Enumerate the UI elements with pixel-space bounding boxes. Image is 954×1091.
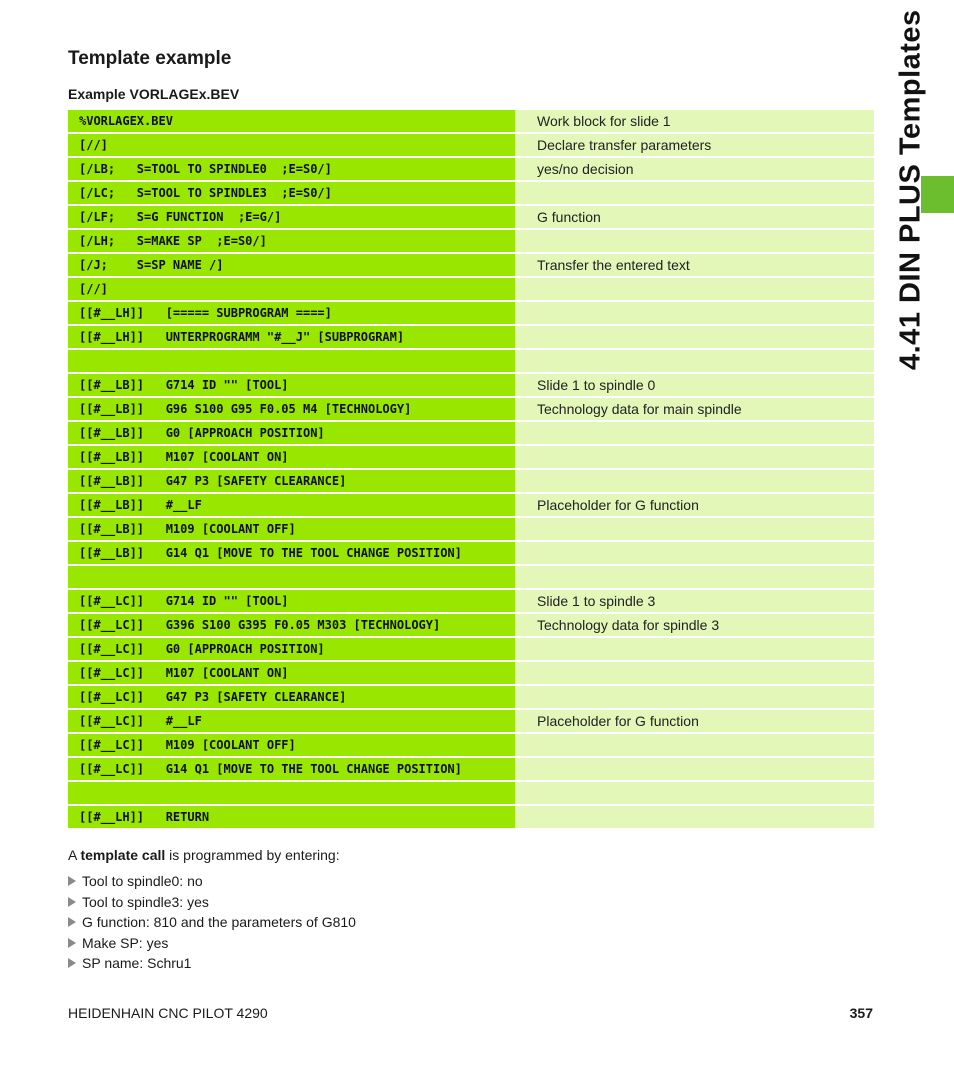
code-cell: [[#__LC]] #__LF bbox=[68, 710, 515, 734]
description-cell: Transfer the entered text bbox=[515, 254, 874, 278]
description-cell bbox=[515, 422, 874, 446]
code-cell: [/LF; S=G FUNCTION ;E=G/] bbox=[68, 206, 515, 230]
description-cell: Placeholder for G function bbox=[515, 494, 874, 518]
table-row bbox=[68, 494, 874, 518]
code-cell: [[#__LC]] G47 P3 [SAFETY CLEARANCE] bbox=[68, 686, 515, 710]
table-row bbox=[68, 254, 874, 278]
code-cell: [[#__LB]] G14 Q1 [MOVE TO THE TOOL CHANGE POSITION] bbox=[68, 542, 515, 566]
list-item bbox=[68, 935, 356, 956]
description-cell bbox=[515, 734, 874, 758]
description-cell bbox=[515, 350, 874, 374]
code-cell: [[#__LH]] [===== SUBPROGRAM ====] bbox=[68, 302, 515, 326]
description-cell: Slide 1 to spindle 3 bbox=[515, 590, 874, 614]
list-item-text: Make SP: yes bbox=[82, 934, 169, 951]
description-cell bbox=[515, 638, 874, 662]
code-cell: [[#__LC]] G0 [APPROACH POSITION] bbox=[68, 638, 515, 662]
list-item bbox=[68, 894, 356, 915]
table-row bbox=[68, 566, 874, 590]
table-row bbox=[68, 734, 874, 758]
description-cell: Technology data for spindle 3 bbox=[515, 614, 874, 638]
list-item-text: SP name: Schru1 bbox=[82, 955, 192, 972]
table-row bbox=[68, 374, 874, 398]
table-row bbox=[68, 206, 874, 230]
description-cell: Placeholder for G function bbox=[515, 710, 874, 734]
code-table bbox=[68, 110, 874, 830]
table-row bbox=[68, 398, 874, 422]
code-cell: [//] bbox=[68, 134, 515, 158]
example-title: Example VORLAGEx.BEV bbox=[68, 86, 240, 102]
description-cell: Technology data for main spindle bbox=[515, 398, 874, 422]
code-cell: [[#__LB]] G96 S100 G95 F0.05 M4 [TECHNOLOGY] bbox=[68, 398, 515, 422]
code-cell: [[#__LB]] G0 [APPROACH POSITION] bbox=[68, 422, 515, 446]
code-cell: [[#__LC]] G396 S100 G395 F0.05 M303 [TECHNOLOGY] bbox=[68, 614, 515, 638]
triangle-bullet-icon bbox=[68, 897, 76, 907]
intro-suffix: is programmed by entering: bbox=[165, 847, 340, 863]
description-cell bbox=[515, 782, 874, 806]
code-cell bbox=[68, 350, 515, 374]
list-item-text: Tool to spindle0: no bbox=[82, 873, 203, 889]
description-cell: Slide 1 to spindle 0 bbox=[515, 374, 874, 398]
intro-text bbox=[68, 847, 340, 863]
description-cell bbox=[515, 446, 874, 470]
description-cell: Work block for slide 1 bbox=[515, 110, 874, 134]
table-row bbox=[68, 782, 874, 806]
table-row bbox=[68, 662, 874, 686]
code-cell: [[#__LB]] M107 [COOLANT ON] bbox=[68, 446, 515, 470]
page-number: 357 bbox=[849, 1005, 873, 1021]
code-cell: [[#__LC]] M107 [COOLANT ON] bbox=[68, 662, 515, 686]
table-row bbox=[68, 806, 874, 830]
description-cell bbox=[515, 566, 874, 590]
description-cell: yes/no decision bbox=[515, 158, 874, 182]
table-row bbox=[68, 182, 874, 206]
table-row bbox=[68, 326, 874, 350]
list-item bbox=[68, 955, 356, 976]
code-cell: [[#__LC]] G714 ID "" [TOOL] bbox=[68, 590, 515, 614]
section-title: Template example bbox=[68, 48, 232, 69]
table-row bbox=[68, 542, 874, 566]
footer-product: HEIDENHAIN CNC PILOT 4290 bbox=[68, 1005, 268, 1021]
code-cell: [[#__LB]] G714 ID "" [TOOL] bbox=[68, 374, 515, 398]
triangle-bullet-icon bbox=[68, 938, 76, 948]
code-cell: [/LH; S=MAKE SP ;E=S0/] bbox=[68, 230, 515, 254]
table-row bbox=[68, 350, 874, 374]
code-cell: [[#__LC]] M109 [COOLANT OFF] bbox=[68, 734, 515, 758]
description-cell bbox=[515, 470, 874, 494]
code-cell: [[#__LC]] G14 Q1 [MOVE TO THE TOOL CHANGE POSITION] bbox=[68, 758, 515, 782]
bullet-list bbox=[68, 873, 356, 976]
list-item bbox=[68, 914, 356, 935]
code-cell: [[#__LB]] G47 P3 [SAFETY CLEARANCE] bbox=[68, 470, 515, 494]
table-row bbox=[68, 230, 874, 254]
code-cell: [[#__LB]] #__LF bbox=[68, 494, 515, 518]
description-cell bbox=[515, 686, 874, 710]
table-row bbox=[68, 158, 874, 182]
triangle-bullet-icon bbox=[68, 876, 76, 886]
code-cell bbox=[68, 566, 515, 590]
intro-bold: template call bbox=[80, 847, 166, 863]
table-row bbox=[68, 590, 874, 614]
code-cell: [/LC; S=TOOL TO SPINDLE3 ;E=S0/] bbox=[68, 182, 515, 206]
table-row bbox=[68, 446, 874, 470]
description-cell bbox=[515, 230, 874, 254]
table-row bbox=[68, 470, 874, 494]
code-cell: [//] bbox=[68, 278, 515, 302]
code-cell bbox=[68, 782, 515, 806]
intro-prefix: A bbox=[68, 847, 81, 863]
list-item-text: Tool to spindle3: yes bbox=[82, 893, 209, 910]
triangle-bullet-icon bbox=[68, 917, 76, 927]
table-row bbox=[68, 686, 874, 710]
description-cell bbox=[515, 806, 874, 830]
triangle-bullet-icon bbox=[68, 958, 76, 968]
description-cell: Declare transfer parameters bbox=[515, 134, 874, 158]
table-row bbox=[68, 422, 874, 446]
description-cell bbox=[515, 542, 874, 566]
description-cell bbox=[515, 182, 874, 206]
description-cell bbox=[515, 278, 874, 302]
table-row bbox=[68, 278, 874, 302]
description-cell bbox=[515, 326, 874, 350]
code-cell: [[#__LH]] RETURN bbox=[68, 806, 515, 830]
description-cell bbox=[515, 302, 874, 326]
list-item bbox=[68, 873, 356, 894]
table-row bbox=[68, 710, 874, 734]
code-cell: [/J; S=SP NAME /] bbox=[68, 254, 515, 278]
description-cell bbox=[515, 662, 874, 686]
table-row bbox=[68, 134, 874, 158]
table-row bbox=[68, 614, 874, 638]
table-row bbox=[68, 302, 874, 326]
code-cell: [[#__LB]] M109 [COOLANT OFF] bbox=[68, 518, 515, 542]
table-row bbox=[68, 638, 874, 662]
code-cell: %VORLAGEX.BEV bbox=[68, 110, 515, 134]
description-cell bbox=[515, 758, 874, 782]
list-item-text: G function: 810 and the parameters of G810 bbox=[82, 914, 356, 931]
table-row bbox=[68, 110, 874, 134]
chapter-title: 4.41 DIN PLUS Templates bbox=[894, 9, 927, 371]
table-row bbox=[68, 518, 874, 542]
description-cell bbox=[515, 518, 874, 542]
table-row bbox=[68, 758, 874, 782]
code-cell: [/LB; S=TOOL TO SPINDLE0 ;E=S0/] bbox=[68, 158, 515, 182]
code-cell: [[#__LH]] UNTERPROGRAMM "#__J" [SUBPROGRAM] bbox=[68, 326, 515, 350]
description-cell: G function bbox=[515, 206, 874, 230]
